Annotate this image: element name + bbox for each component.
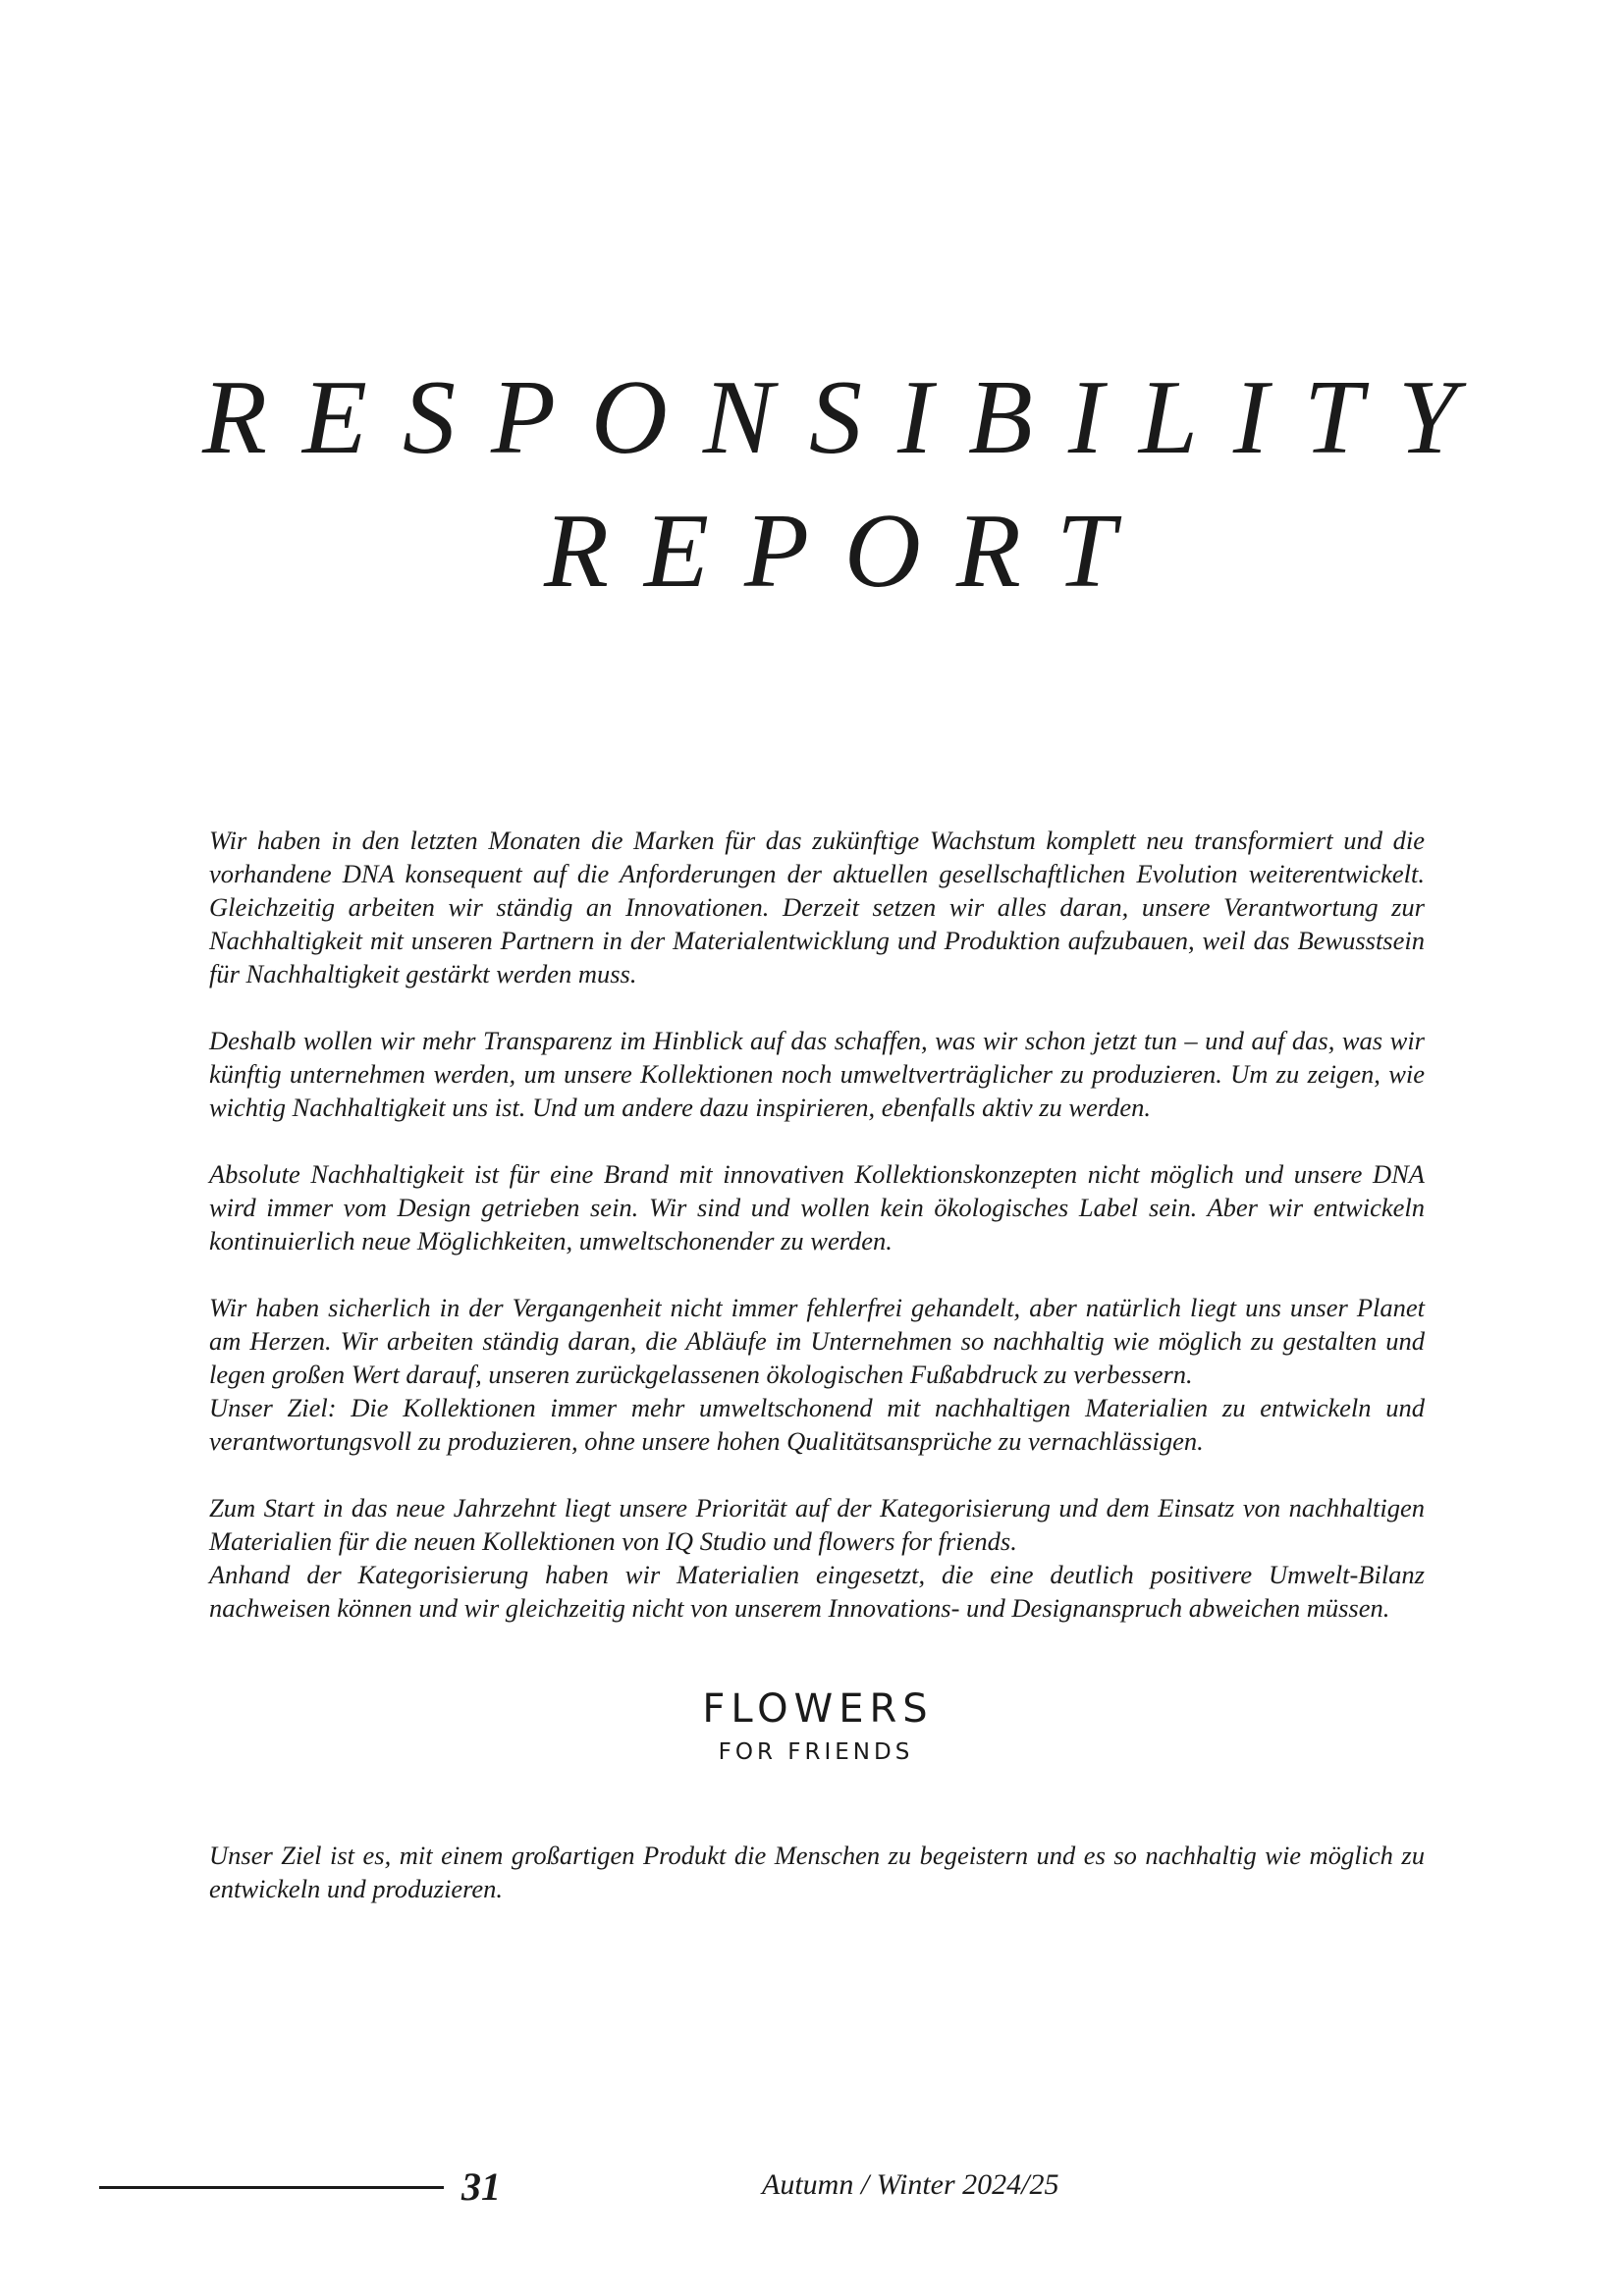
paragraph-goal: Unser Ziel: Die Kollektionen immer mehr umweltschonend mit nachhaltigen Materialien zu entwickeln und verantwortungsvoll zu produzieren, ohne unsere hohen Qualitätsansprüche zu vernachlässigen. <box>209 1393 1425 1456</box>
paragraph-transparency: Deshalb wollen wir mehr Transparenz im Hinblick auf das schaffen, was wir schon jetzt tun – und auf das, was wir künftig unternehmen werden, um unsere Kollektionen noch umweltverträglicher zu produzieren. Um zu zeigen, wie wichtig Nachhaltigkeit uns ist. Und um andere dazu inspirieren, ebenfalls aktiv zu werden. <box>209 1026 1425 1122</box>
body-text <box>209 824 1425 1658</box>
report-title-line-2: REPORT <box>544 493 1151 610</box>
paragraph-absolute-sustainability: Absolute Nachhaltigkeit ist für eine Brand mit innovativen Kollektionskonzepten nicht möglich und unsere DNA wird immer vom Design getrieben sein. Wir sind und wollen kein ökologisches Label sein. Aber wir entwickeln kontinuierlich neue Möglichkeiten, umweltschonender zu werden. <box>209 1159 1425 1255</box>
closing-statement: Unser Ziel ist es, mit einem großartigen Produkt die Menschen zu begeistern und es so nachhaltig wie möglich zu entwickeln und produzieren. <box>209 1841 1425 1903</box>
brand-logo-subtitle: FOR FRIENDS <box>718 1739 914 1765</box>
paragraph-brand-transformation: Wir haben in den letzten Monaten die Marken für das zukünftige Wachstum komplett neu transformiert und die vorhandene DNA konsequent auf die Anforderungen der aktuellen gesellschaftlichen Evolution weiterentwickelt. Gleichzeitig arbeiten wir ständig an Innovationen. Derzeit setzen wir alles daran, unsere Verantwortung zur Nachhaltigkeit mit unseren Partnern in der Materialentwicklung und Produktion aufzubauen, weil das Bewusstsein für Nachhaltigkeit gestärkt werden muss. <box>209 826 1425 988</box>
paragraph-past-actions: Wir haben sicherlich in der Vergangenheit nicht immer fehlerfrei gehandelt, aber natürlich liegt uns unser Planet am Herzen. Wir arbeiten ständig daran, die Abläufe im Unternehmen so nachhaltig wie möglich zu gestalten und legen großen Wert darauf, unseren zurückgelassenen ökologischen Fußabdruck zu verbessern. <box>209 1293 1425 1389</box>
paragraph-categorisation: Anhand der Kategorisierung haben wir Materialien eingesetzt, die eine deutlich positivere Umwelt-Bilanz nachweisen können und wir gleichzeitig nicht von unserem Innovations- und Designanspruch abweichen müssen. <box>209 1560 1425 1623</box>
page-number: 31 <box>461 2164 501 2209</box>
paragraph-priority: Zum Start in das neue Jahrzehnt liegt unsere Priorität auf der Kategorisierung und dem Einsatz von nachhaltigen Materialien für die neuen Kollektionen von IQ Studio und flowers for friends. <box>209 1493 1425 1556</box>
season-label: Autumn / Winter 2024/25 <box>762 2168 1059 2201</box>
footer-rule <box>99 2186 444 2189</box>
report-title-line-1: RESPONSIBILITY <box>202 359 1492 476</box>
brand-logo-name: FLOWERS <box>702 1686 934 1732</box>
